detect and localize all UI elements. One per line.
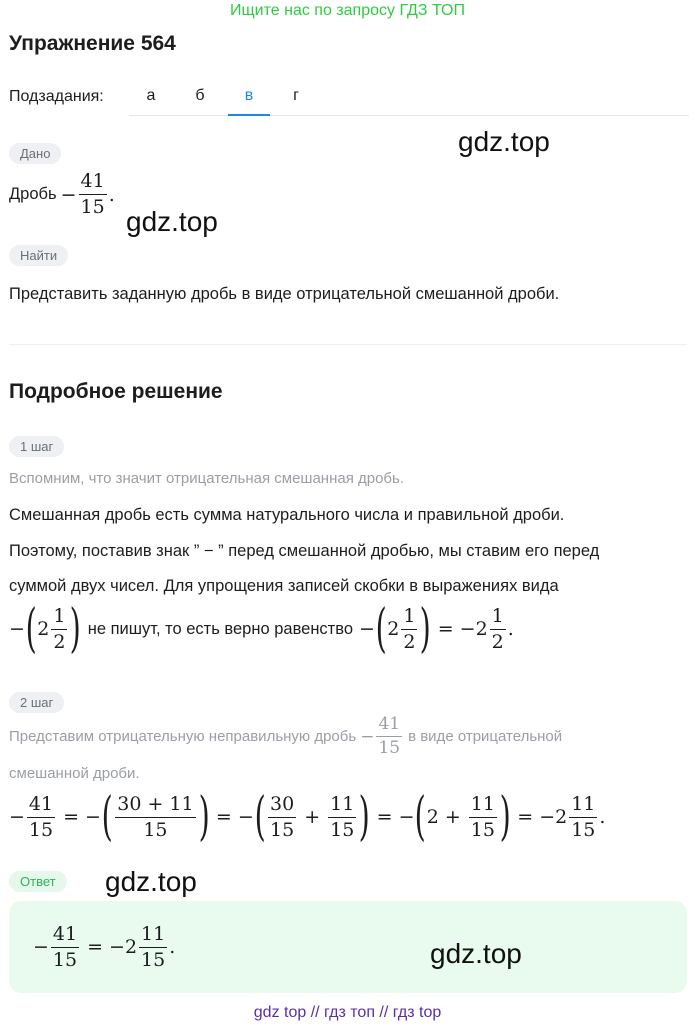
step2-badge: 2 шаг: [9, 692, 64, 713]
fraction-sum: [115, 792, 195, 841]
given-fraction: [79, 172, 107, 217]
minus-sign: −: [237, 806, 254, 828]
minus-sign: −: [85, 806, 101, 828]
fraction-numerator: 11: [470, 792, 495, 815]
fraction-denominator: 15: [115, 817, 195, 840]
answer-badge: Ответ: [9, 871, 67, 892]
fraction-numerator: 41: [80, 170, 105, 192]
equals-sign: =: [87, 936, 104, 958]
fraction-numerator: 41: [52, 922, 78, 945]
fraction-denominator: 15: [470, 818, 495, 841]
watermark: gdz.top: [458, 126, 550, 157]
mixed-whole: 2: [555, 806, 568, 828]
fraction-denominator: 15: [330, 818, 355, 841]
answer-lhs-fraction: [51, 922, 79, 971]
page-title: Упражнение 564: [9, 32, 176, 55]
fraction-41-15: [27, 792, 55, 841]
watermark: gdz.top: [105, 866, 197, 897]
subtasks-label: Подзадания:: [9, 88, 104, 105]
fraction-numerator: 11: [141, 922, 166, 945]
fraction-denominator: 2: [403, 630, 416, 653]
subtask-tabs: [9, 80, 689, 116]
paren-left: (: [375, 599, 387, 659]
fraction-numerator: 30: [270, 792, 295, 815]
fraction-11-15: [328, 792, 356, 841]
equals-sign: =: [376, 806, 393, 828]
answer-formula: [33, 917, 175, 977]
fraction-denominator: 2: [491, 630, 504, 653]
find-badge: Найти: [9, 245, 68, 266]
minus-sign: −: [359, 618, 375, 640]
fraction-numerator: 1: [53, 604, 66, 627]
step2-hint-before: Представим отрицательную неправильную дробь: [9, 728, 357, 745]
mixed-fraction: [51, 604, 67, 653]
step2-hint-line1: [9, 716, 562, 757]
step1-badge: 1 шаг: [9, 436, 64, 457]
equals-sign: =: [437, 618, 454, 640]
given-prefix: Дробь: [9, 185, 57, 203]
fraction-11-15: [569, 792, 597, 841]
fraction-denominator: 15: [141, 948, 166, 971]
plus-sign: +: [304, 806, 321, 828]
period: .: [599, 806, 606, 828]
step2-formula-line: [9, 786, 605, 848]
minus-sign: −: [539, 806, 556, 828]
step2-hint-line2: смешанной дроби.: [9, 765, 140, 782]
tab-v[interactable]: в: [228, 80, 270, 116]
mixed-fraction: [401, 604, 417, 653]
fraction-numerator: 30 + 11: [117, 792, 194, 815]
minus-sign: −: [459, 618, 476, 640]
fraction-denominator: 15: [571, 818, 596, 841]
minus-sign: −: [60, 183, 77, 206]
fraction-numerator: 1: [403, 604, 416, 627]
equals-sign: =: [517, 806, 534, 828]
watermark: gdz.top: [430, 938, 522, 969]
paren-left: (: [101, 787, 113, 847]
step1-line3: суммой двух чисел. Для упрощения записей скобки в выражениях вида: [9, 577, 559, 595]
mixed-whole: 2: [387, 618, 400, 640]
tab-a[interactable]: а: [146, 87, 156, 104]
paren-right: ): [499, 787, 511, 847]
paren-left: (: [25, 599, 37, 659]
answer-rhs-fraction: [139, 922, 167, 971]
tab-b[interactable]: б: [195, 87, 205, 104]
watermark: gdz.top: [126, 206, 218, 237]
given-line: [9, 172, 115, 217]
equals-sign: =: [63, 806, 80, 828]
fraction-denominator: 15: [378, 738, 401, 758]
paren-left: (: [415, 787, 427, 847]
mixed-whole: 2: [37, 618, 50, 640]
fraction-denominator: 15: [80, 196, 105, 218]
mixed-whole: 2: [475, 618, 488, 640]
answer-box: [9, 901, 687, 993]
paren-right: ): [198, 787, 210, 847]
fraction-numerator: 11: [330, 792, 355, 815]
period: .: [169, 936, 176, 958]
minus-sign: −: [109, 936, 125, 958]
fraction-numerator: 11: [571, 792, 596, 815]
step1-middle-text: не пишут, то есть верно равенство: [87, 619, 354, 638]
solution-heading: Подробное решение: [9, 380, 223, 403]
paren-right: ): [358, 787, 371, 847]
fraction-denominator: 15: [270, 818, 295, 841]
step1-hint: Вспомним, что значит отрицательная смешанная дробь.: [9, 470, 405, 487]
minus-sign: −: [9, 618, 25, 640]
tab-g[interactable]: г: [293, 87, 299, 104]
fraction-numerator: 41: [378, 714, 401, 734]
fraction-denominator: 15: [52, 948, 78, 971]
search-hint-banner: Ищите нас по запросу ГДЗ ТОП: [230, 2, 465, 19]
given-period: .: [108, 183, 115, 206]
mixed-whole: 2: [124, 936, 138, 958]
fraction-numerator: 41: [28, 792, 54, 815]
fraction-denominator: 15: [28, 818, 54, 841]
minus-sign: −: [398, 806, 415, 828]
given-badge: Дано: [9, 143, 61, 164]
whole-part: 2: [426, 806, 439, 828]
fraction-denominator: 2: [53, 630, 66, 653]
minus-sign: −: [9, 806, 25, 828]
step2-hint-fraction: [376, 716, 402, 757]
fraction-numerator: 1: [491, 604, 504, 627]
paren-right: ): [419, 599, 432, 659]
equals-sign: =: [215, 806, 232, 828]
step1-line2: Поэтому, поставив знак ” − ” перед смешанной дробью, мы ставим его перед: [9, 542, 600, 560]
step2-hint-after: в виде отрицательной: [408, 728, 563, 745]
minus-sign: −: [33, 936, 49, 958]
fraction-11-15: [469, 792, 497, 841]
paren-left: (: [254, 787, 266, 847]
plus-sign: +: [444, 806, 461, 828]
find-text: Представить заданную дробь в виде отрицательной смешанной дроби.: [9, 285, 560, 303]
footer-links: gdz top // гдз топ // гдз top: [253, 1004, 442, 1021]
fraction-30-15: [268, 792, 296, 841]
section-divider: [9, 344, 687, 345]
mixed-fraction: [490, 604, 506, 653]
paren-right: ): [69, 599, 82, 659]
period: .: [507, 618, 514, 640]
minus-sign: −: [360, 726, 375, 747]
step1-line1: Смешанная дробь есть сумма натурального числа и правильной дроби.: [9, 506, 565, 524]
step1-formula-line: [9, 598, 514, 660]
